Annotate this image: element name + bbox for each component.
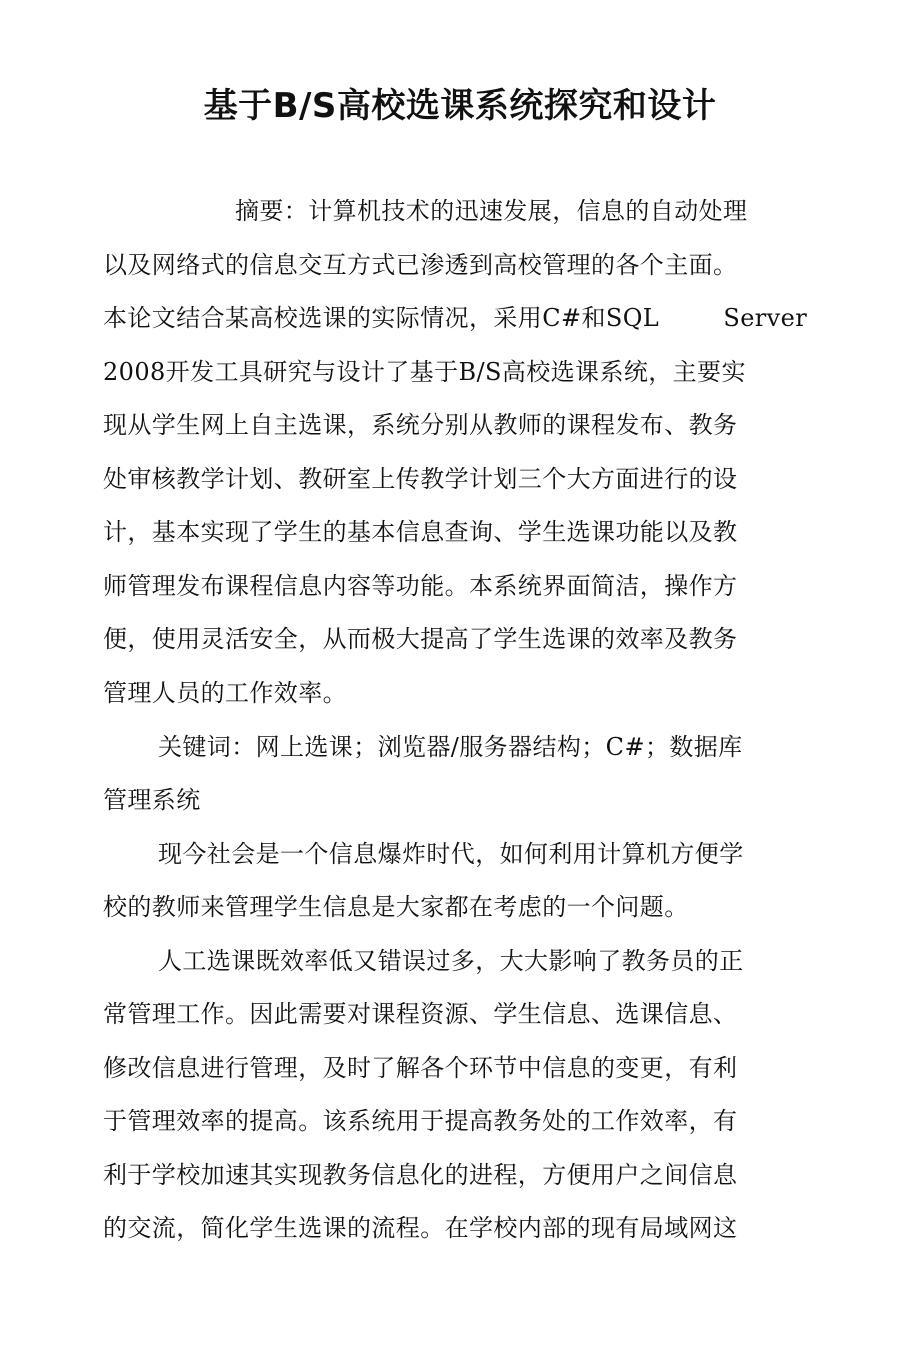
abstract-line-8: 师管理发布课程信息内容等功能。本系统界面简洁，操作方 — [103, 572, 738, 600]
abstract-line-10: 管理人员的工作效率。 — [103, 679, 347, 707]
paragraph-line-7: 利于学校加速其实现教务信息化的进程，方便用户之间信息 — [103, 1161, 738, 1189]
paragraph-line-4: 常管理工作。因此需要对课程资源、学生信息、选课信息、 — [103, 1000, 738, 1028]
abstract-line-9: 便，使用灵活安全，从而极大提高了学生选课的效率及教务 — [103, 625, 738, 653]
abstract-line-2: 以及网络式的信息交互方式已渗透到高校管理的各个主面。 — [103, 251, 738, 279]
paragraph-line-6: 于管理效率的提高。该系统用于提高教务处的工作效率，有 — [103, 1107, 738, 1135]
abstract-line-1: 摘要：计算机技术的迅速发展，信息的自动处理 — [235, 197, 748, 225]
abstract-line-6: 处审核教学计划、教研室上传教学计划三个大方面进行的设 — [103, 465, 738, 493]
paragraph-line-1: 现今社会是一个信息爆炸时代，如何利用计算机方便学 — [158, 840, 744, 868]
paragraph-line-3: 人工选课既效率低又错误过多，大大影响了教务员的正 — [158, 947, 744, 975]
paragraph-line-2: 校的教师来管理学生信息是大家都在考虑的一个问题。 — [103, 893, 689, 921]
paragraph-line-5: 修改信息进行管理，及时了解各个环节中信息的变更，有利 — [103, 1054, 738, 1082]
document-title: 基于B/S高校选课系统探究和设计 — [203, 86, 717, 126]
abstract-line-5: 现从学生网上自主选课，系统分别从教师的课程发布、教务 — [103, 411, 738, 439]
abstract-line-3: 本论文结合某高校选课的实际情况，采用C#和SQL Server — [103, 304, 808, 332]
keywords-line-2: 管理系统 — [103, 786, 201, 814]
abstract-line-7: 计，基本实现了学生的基本信息查询、学生选课功能以及教 — [103, 518, 738, 546]
paragraph-line-8: 的交流，简化学生选课的流程。在学校内部的现有局域网这 — [103, 1214, 738, 1242]
keywords-line-1: 关键词：网上选课；浏览器/服务器结构；C#；数据库 — [158, 733, 743, 761]
abstract-line-4: 2008开发工具研究与设计了基于B/S高校选课系统，主要实 — [103, 358, 746, 386]
